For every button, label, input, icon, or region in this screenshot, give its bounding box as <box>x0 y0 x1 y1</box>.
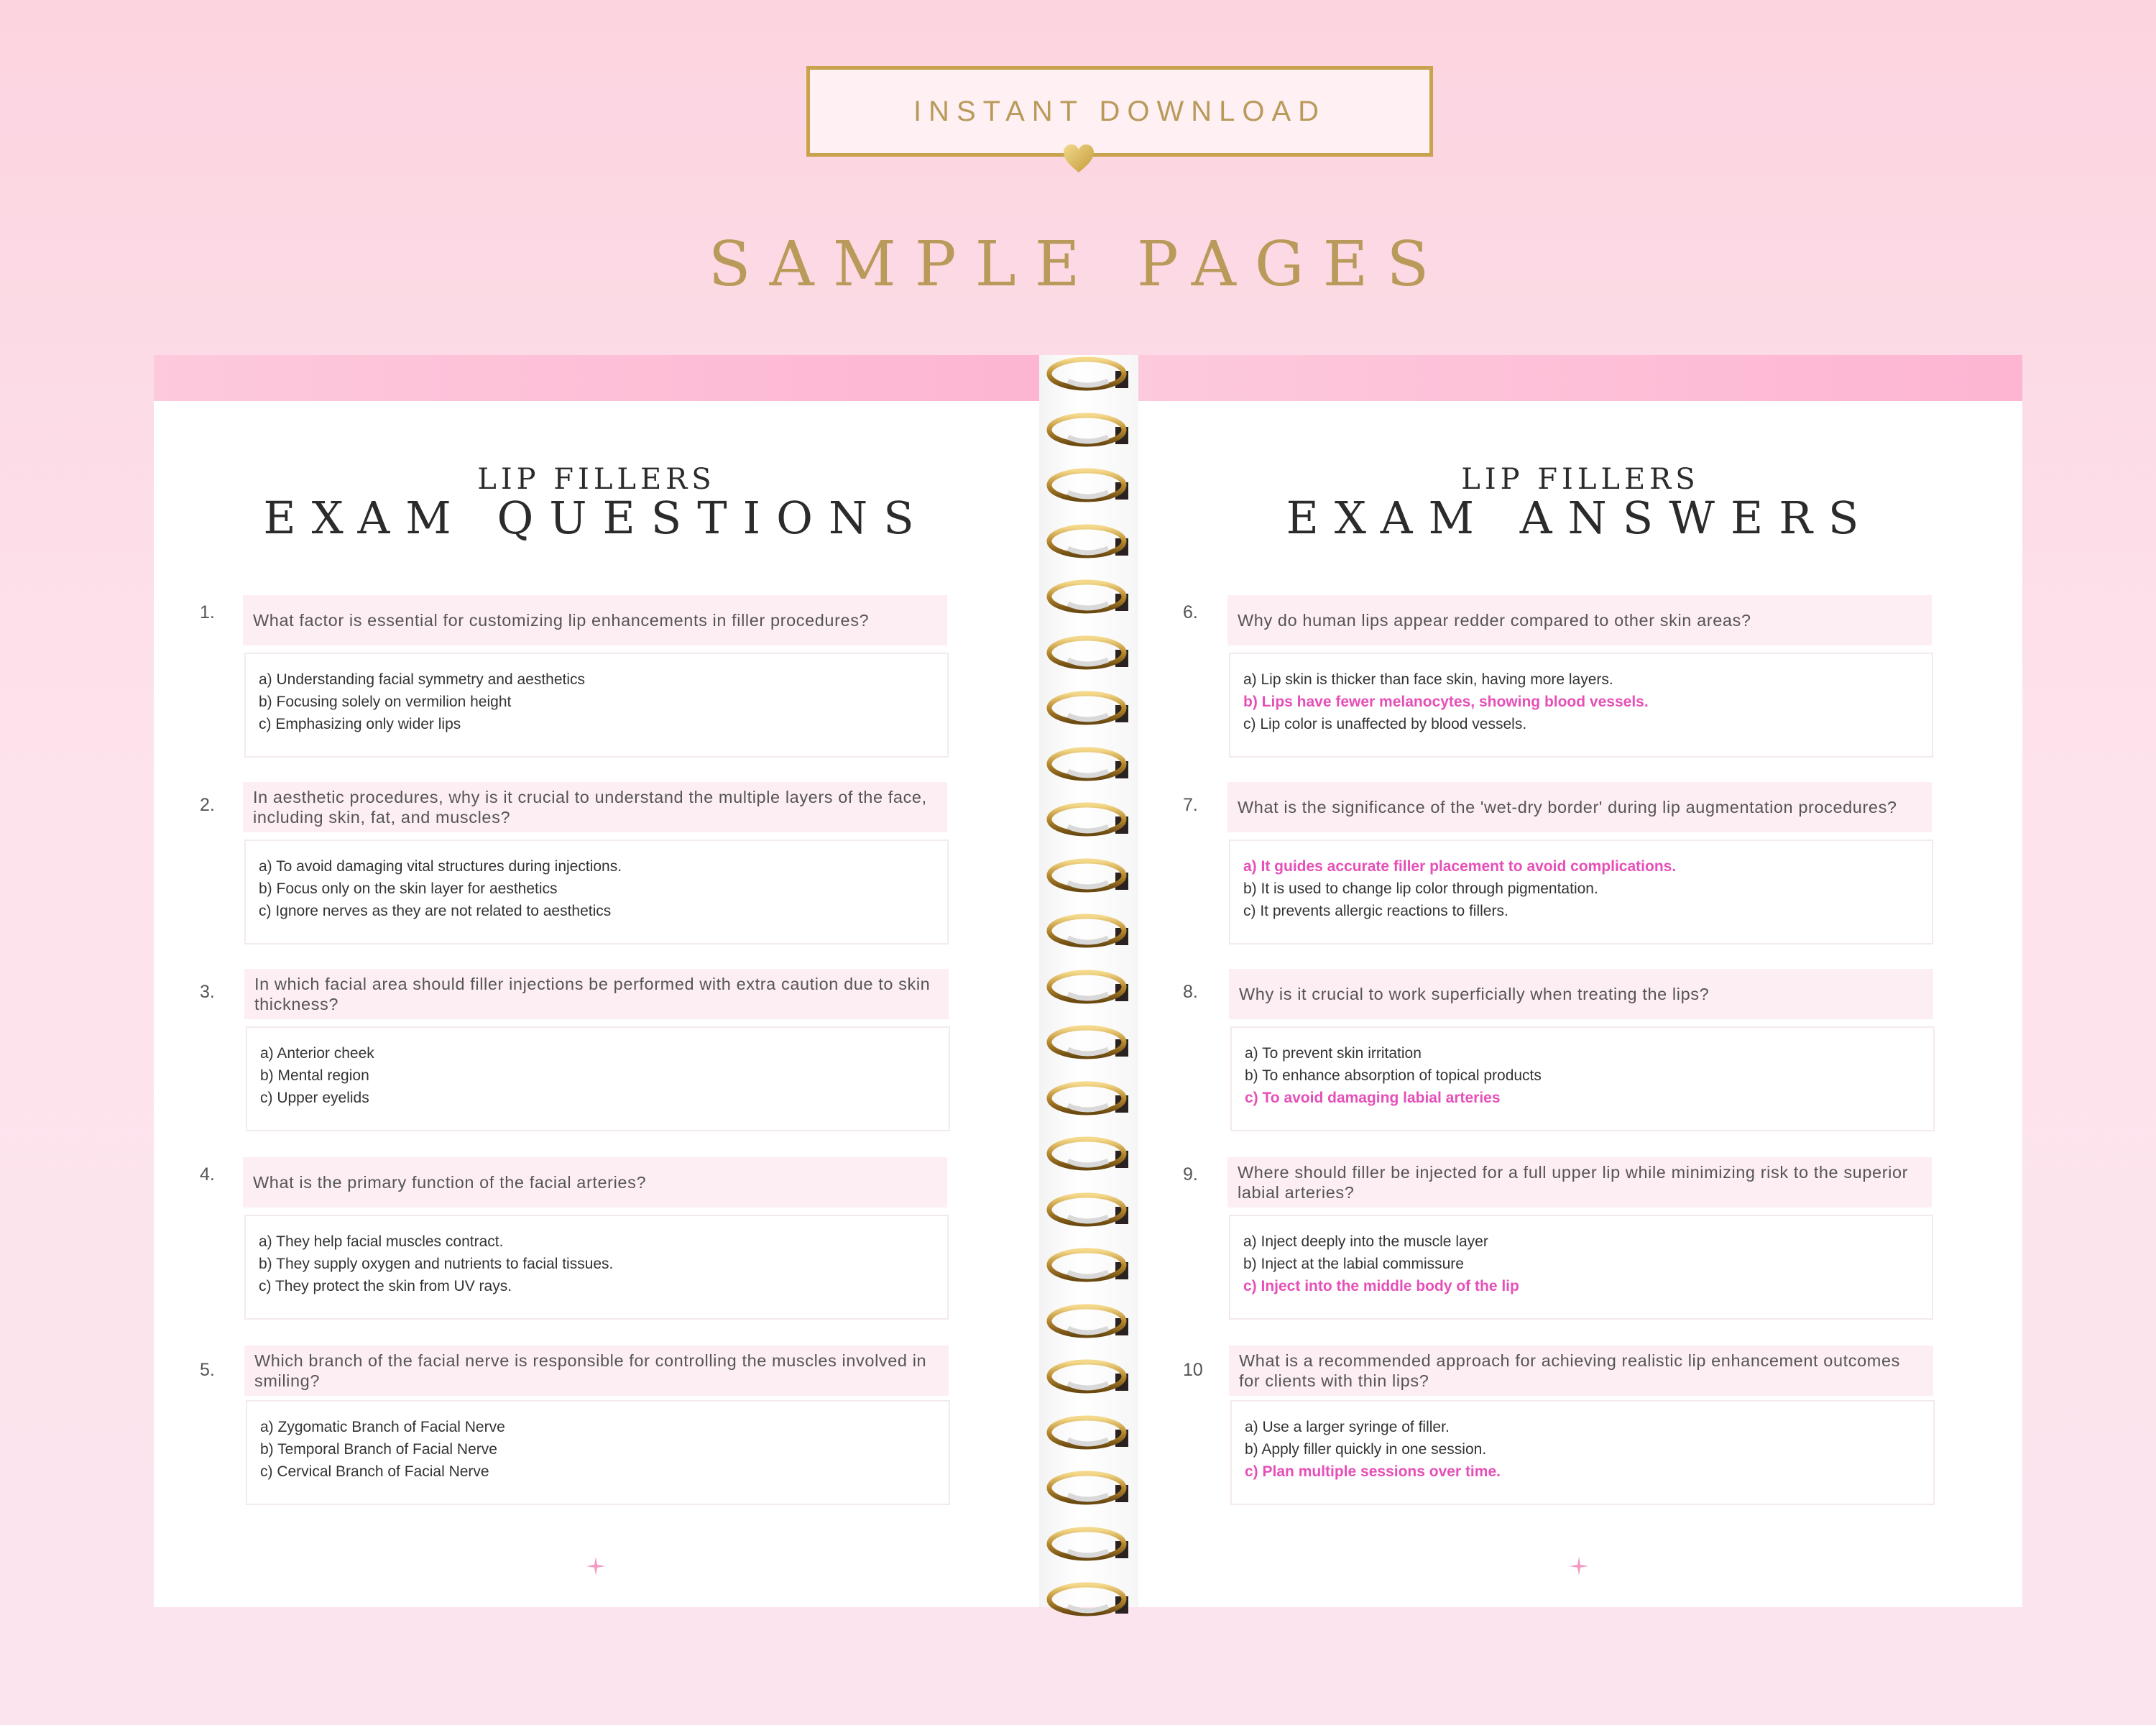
question-number: 6. <box>1183 602 1198 622</box>
spiral-ring <box>1046 1469 1131 1506</box>
answer-options <box>1229 840 1933 944</box>
question-text: Where should filler be injected for a full upper lip while minimizing risk to the superior labial arteries? <box>1227 1157 1932 1208</box>
option: a) To avoid damaging vital structures during injections. <box>259 858 622 875</box>
option: a) Zygomatic Branch of Facial Nerve <box>260 1419 505 1435</box>
spiral-ring <box>1046 1414 1131 1451</box>
option: b) Apply filler quickly in one session. <box>1245 1441 1487 1458</box>
spiral-ring <box>1046 1080 1131 1117</box>
question-number: 5. <box>200 1360 215 1380</box>
spiral-ring <box>1046 1525 1131 1563</box>
option: b) Inject at the labial commissure <box>1243 1256 1464 1272</box>
sparkle-icon <box>1568 1555 1590 1577</box>
option: a) Use a larger syringe of filler. <box>1245 1419 1450 1435</box>
spiral-ring <box>1046 1581 1131 1618</box>
option: c) Cervical Branch of Facial Nerve <box>260 1463 489 1480</box>
question-text: What is the significance of the 'wet-dry border' during lip augmentation procedures? <box>1227 782 1932 832</box>
correct-option: c) To avoid damaging labial arteries <box>1245 1090 1501 1106</box>
answer-options <box>1230 1026 1935 1131</box>
question-text: Why is it crucial to work superficially when treating the lips? <box>1229 969 1933 1019</box>
question-text: What is a recommended approach for achieving realistic lip enhancement outcomes for clients with thin lips? <box>1229 1346 1933 1396</box>
question-text: In aesthetic procedures, why is it crucial to understand the multiple layers of the face, including skin, fat, and muscles? <box>243 782 947 832</box>
question-number: 9. <box>1183 1164 1198 1184</box>
spiral-ring <box>1046 745 1131 783</box>
answer-options <box>244 840 949 944</box>
answer-options <box>244 1215 949 1320</box>
option: b) Mental region <box>260 1067 369 1084</box>
answer-options <box>1229 653 1933 758</box>
spiral-ring <box>1046 801 1131 838</box>
question-number: 10 <box>1183 1360 1203 1380</box>
option: a) Understanding facial symmetry and aesthetics <box>259 671 586 688</box>
sample-pages-title: SAMPLE PAGES <box>708 229 1448 300</box>
page-subtitle: LIP FILLERS <box>477 463 716 496</box>
spiral-ring <box>1046 857 1131 894</box>
option: a) Lip skin is thicker than face skin, having more layers. <box>1243 671 1613 688</box>
question-text: In which facial area should filler injections be performed with extra caution due to skin thickness? <box>244 969 949 1019</box>
spiral-ring <box>1046 523 1131 560</box>
questions-page <box>154 355 1039 1607</box>
question-number: 2. <box>200 795 215 815</box>
option: b) Focusing solely on vermilion height <box>259 694 512 710</box>
correct-option: c) Inject into the middle body of the lip <box>1243 1278 1519 1294</box>
option: a) To prevent skin irritation <box>1245 1045 1422 1062</box>
spiral-ring <box>1046 1024 1131 1061</box>
page-title: EXAM QUESTIONS <box>263 492 930 544</box>
option: a) Anterior cheek <box>260 1045 374 1062</box>
spiral-ring <box>1046 355 1131 392</box>
option: c) They protect the skin from UV rays. <box>259 1278 512 1294</box>
spiral-ring <box>1046 466 1131 504</box>
option: b) They supply oxygen and nutrients to facial tissues. <box>259 1256 614 1272</box>
question-number: 8. <box>1183 982 1198 1002</box>
answer-options <box>246 1026 950 1131</box>
answer-options <box>246 1400 950 1505</box>
option: c) It prevents allergic reactions to fillers. <box>1243 903 1508 919</box>
option: b) It is used to change lip color through pigmentation. <box>1243 880 1598 897</box>
instant-download-badge <box>806 66 1433 157</box>
question-text: Why do human lips appear redder compared to other skin areas? <box>1227 595 1932 645</box>
spiral-ring <box>1046 1191 1131 1228</box>
page-subtitle: LIP FILLERS <box>1461 463 1700 496</box>
spiral-ring <box>1046 689 1131 727</box>
sparkle-icon <box>585 1555 607 1577</box>
option: c) Upper eyelids <box>260 1090 369 1106</box>
question-text: What factor is essential for customizing lip enhancements in filler procedures? <box>243 595 947 645</box>
spiral-ring <box>1046 968 1131 1006</box>
spiral-ring <box>1046 578 1131 615</box>
page-top-band <box>1138 355 2022 401</box>
spiral-ring <box>1046 1302 1131 1340</box>
spiral-ring <box>1046 634 1131 671</box>
option: a) Inject deeply into the muscle layer <box>1243 1233 1488 1250</box>
correct-option: a) It guides accurate filler placement to avoid complications. <box>1243 858 1677 875</box>
option: a) They help facial muscles contract. <box>259 1233 504 1250</box>
option: c) Lip color is unaffected by blood vessels. <box>1243 716 1527 732</box>
option: b) To enhance absorption of topical products <box>1245 1067 1542 1084</box>
answers-page <box>1138 355 2022 1607</box>
question-number: 1. <box>200 602 215 622</box>
question-number: 4. <box>200 1164 215 1184</box>
heart-icon <box>1062 144 1095 174</box>
question-number: 3. <box>200 982 215 1002</box>
correct-option: c) Plan multiple sessions over time. <box>1245 1463 1501 1480</box>
option: c) Ignore nerves as they are not related to aesthetics <box>259 903 612 919</box>
answer-options <box>1229 1215 1933 1320</box>
question-text: What is the primary function of the facial arteries? <box>243 1157 947 1208</box>
answer-options <box>244 653 949 758</box>
option: c) Emphasizing only wider lips <box>259 716 461 732</box>
question-text: Which branch of the facial nerve is responsible for controlling the muscles involved in smiling? <box>244 1346 949 1396</box>
correct-option: b) Lips have fewer melanocytes, showing blood vessels. <box>1243 694 1649 710</box>
spiral-binding <box>1039 355 1138 1607</box>
answer-options <box>1230 1400 1935 1505</box>
question-number: 7. <box>1183 795 1198 815</box>
spiral-ring <box>1046 1358 1131 1395</box>
spiral-ring <box>1046 912 1131 949</box>
option: b) Temporal Branch of Facial Nerve <box>260 1441 497 1458</box>
spiral-ring <box>1046 1246 1131 1284</box>
spiral-ring <box>1046 1135 1131 1172</box>
spiral-ring <box>1046 411 1131 448</box>
page-top-band <box>154 355 1039 401</box>
page-title: EXAM ANSWERS <box>1286 492 1875 544</box>
badge-label: INSTANT DOWNLOAD <box>913 95 1327 127</box>
option: b) Focus only on the skin layer for aesthetics <box>259 880 558 897</box>
